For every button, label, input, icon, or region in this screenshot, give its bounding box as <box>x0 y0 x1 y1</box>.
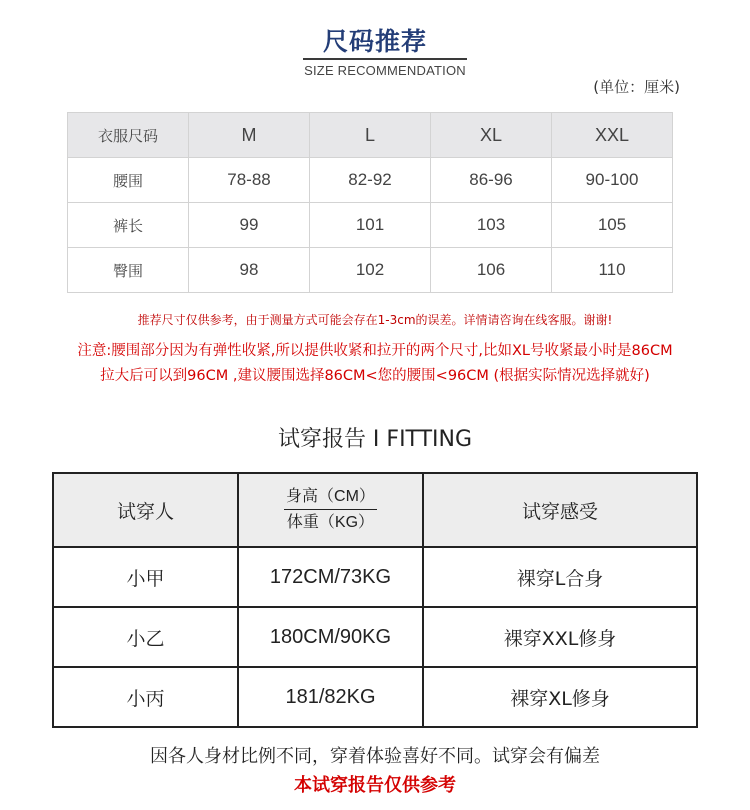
table-cell: 106 <box>431 248 552 293</box>
title-divider <box>303 58 467 60</box>
table-cell: 86-96 <box>431 158 552 203</box>
table-cell: 110 <box>552 248 673 293</box>
table-row <box>68 158 673 203</box>
size-header-cell: 衣服尺码 <box>68 113 189 158</box>
fitting-disclaimer: 因各人身材比例不同，穿着体验喜好不同。试穿会有偏差 <box>150 746 600 767</box>
fitting-header-stats <box>238 473 423 547</box>
table-cell: 82-92 <box>310 158 431 203</box>
waist-notice-line2: 拉大后可以到96CM ,建议腰围选择86CM<您的腰围<96CM (根据实际情况选择就好) <box>100 368 650 384</box>
fitting-report-table <box>52 472 698 728</box>
table-row <box>53 607 697 667</box>
waist-notice-line1: 注意:腰围部分因为有弹性收紧,所以提供收紧和拉开的两个尺寸,比如XL号收紧最小时是86CM <box>77 343 673 359</box>
fitting-person: 小丙 <box>53 667 238 727</box>
fitting-header-person: 试穿人 <box>53 473 238 547</box>
size-chart-header-row <box>68 113 673 158</box>
weight-header: 体重（KG） <box>286 514 375 531</box>
table-cell: 105 <box>552 203 673 248</box>
fitting-stats: 181/82KG <box>238 667 423 727</box>
fitting-feel: 裸穿XXL修身 <box>423 607 697 667</box>
fitting-header-row <box>53 473 697 547</box>
table-cell: 98 <box>189 248 310 293</box>
table-row <box>53 547 697 607</box>
table-row <box>53 667 697 727</box>
fitting-stats: 172CM/73KG <box>238 547 423 607</box>
page-subtitle: SIZE RECOMMENDATION <box>304 63 466 78</box>
page-title: 尺码推荐 <box>322 27 427 56</box>
fitting-feel: 裸穿XL修身 <box>423 667 697 727</box>
size-header-cell: M <box>189 113 310 158</box>
size-header-cell: L <box>310 113 431 158</box>
table-cell: 103 <box>431 203 552 248</box>
size-header-cell: XXL <box>552 113 673 158</box>
table-cell: 78-88 <box>189 158 310 203</box>
table-row <box>68 203 673 248</box>
row-label: 裤长 <box>68 203 189 248</box>
height-weight-fraction <box>284 486 377 534</box>
fitting-title: 试穿报告 I FITTING <box>277 427 473 452</box>
fitting-feel: 裸穿L合身 <box>423 547 697 607</box>
table-cell: 102 <box>310 248 431 293</box>
row-label: 腰围 <box>68 158 189 203</box>
table-cell: 90-100 <box>552 158 673 203</box>
table-row <box>68 248 673 293</box>
table-cell: 99 <box>189 203 310 248</box>
row-label: 臀围 <box>68 248 189 293</box>
fitting-stats: 180CM/90KG <box>238 607 423 667</box>
height-header: 身高（CM） <box>284 486 377 510</box>
size-header-cell: XL <box>431 113 552 158</box>
fitting-person: 小乙 <box>53 607 238 667</box>
table-cell: 101 <box>310 203 431 248</box>
fitting-header-feel: 试穿感受 <box>423 473 697 547</box>
size-disclaimer: 推荐尺寸仅供参考，由于测量方式可能会存在1-3cm的误差。详情请咨询在线客服。谢谢! <box>137 313 613 327</box>
fitting-reference-note: 本试穿报告仅供参考 <box>294 775 456 796</box>
size-chart-table <box>67 112 673 293</box>
fitting-person: 小甲 <box>53 547 238 607</box>
unit-label: (单位：厘米) <box>593 78 680 96</box>
